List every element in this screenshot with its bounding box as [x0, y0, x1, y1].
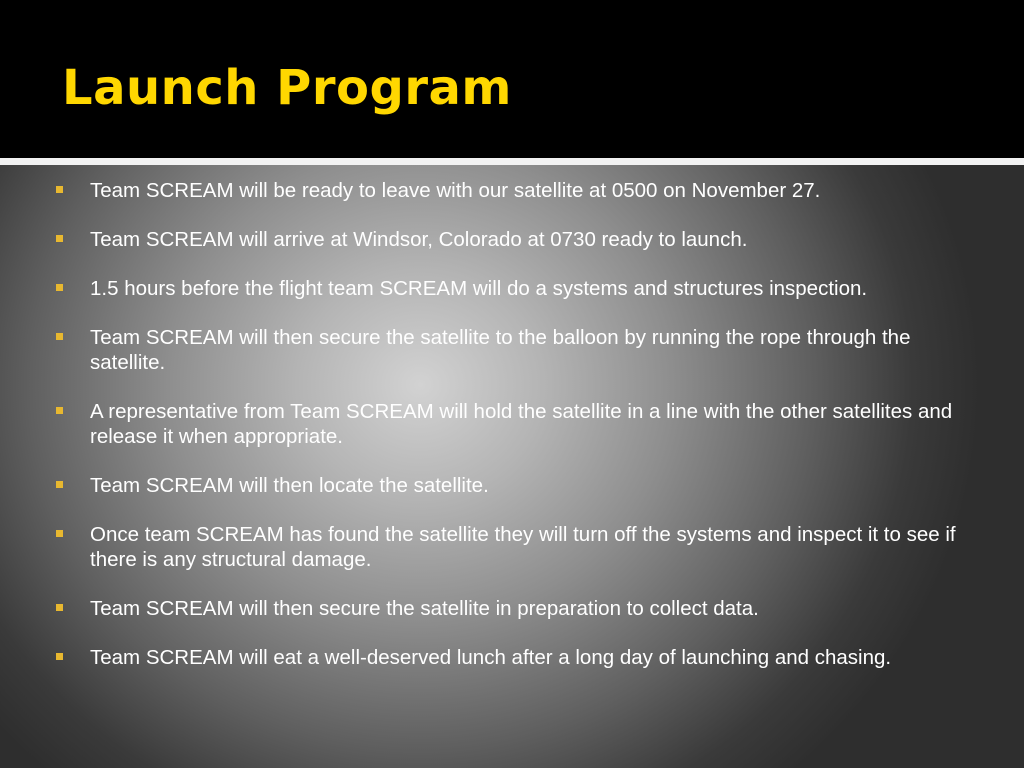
square-bullet-icon — [56, 407, 63, 414]
bullet-item — [90, 473, 964, 498]
square-bullet-icon — [56, 530, 63, 537]
bullet-text: Team SCREAM will then locate the satellite. — [90, 474, 489, 497]
bullet-item — [90, 325, 964, 375]
square-bullet-icon — [56, 333, 63, 340]
square-bullet-icon — [56, 481, 63, 488]
square-bullet-icon — [56, 653, 63, 660]
square-bullet-icon — [56, 284, 63, 291]
bullet-text: Team SCREAM will be ready to leave with our satellite at 0500 on November 27. — [90, 179, 821, 202]
bullet-text: Team SCREAM will arrive at Windsor, Colorado at 0730 ready to launch. — [90, 228, 748, 251]
bullet-text: Team SCREAM will eat a well-deserved lunch after a long day of launching and chasing. — [90, 646, 892, 669]
square-bullet-icon — [56, 235, 63, 242]
square-bullet-icon — [56, 186, 63, 193]
bullet-text: Team SCREAM will then secure the satellite in preparation to collect data. — [90, 597, 759, 620]
bullet-item — [90, 178, 964, 203]
bullet-text: A representative from Team SCREAM will hold the satellite in a line with the other satellites and release it when appropriate. — [90, 400, 953, 448]
bullet-item — [90, 645, 964, 670]
bullet-text: Team SCREAM will then secure the satellite to the balloon by running the rope through the satellite. — [90, 326, 911, 374]
slide-title: Launch Program — [62, 60, 512, 116]
content-area — [0, 165, 1024, 768]
square-bullet-icon — [56, 604, 63, 611]
bullet-item — [90, 399, 964, 449]
bullet-item — [90, 276, 964, 301]
bullet-list — [0, 178, 1024, 694]
title-divider — [0, 158, 1024, 165]
bullet-item — [90, 596, 964, 621]
bullet-text: Once team SCREAM has found the satellite they will turn off the systems and inspect it to see if there is any structural damage. — [90, 523, 956, 571]
bullet-item — [90, 227, 964, 252]
bullet-item — [90, 522, 964, 572]
bullet-text: 1.5 hours before the flight team SCREAM will do a systems and structures inspection. — [90, 277, 868, 300]
title-band — [0, 0, 1024, 158]
